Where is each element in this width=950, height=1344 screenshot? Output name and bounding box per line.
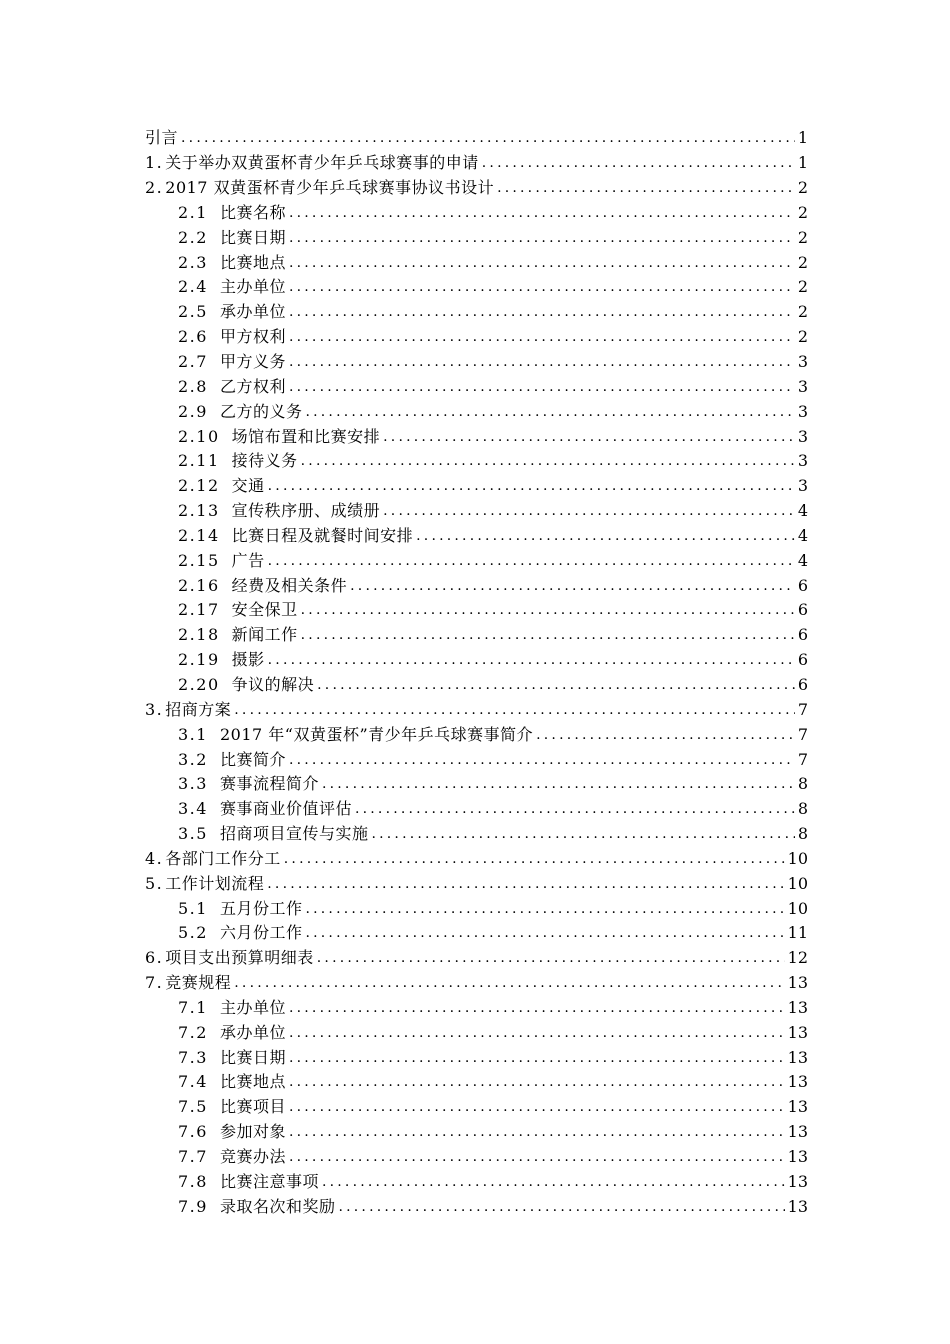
toc-entry-title: 广告 — [231, 550, 265, 570]
toc-entry-number: 6. — [145, 948, 164, 968]
toc-dot-leader — [383, 501, 795, 521]
toc-entry-text — [178, 228, 286, 248]
toc-entry-title: 比赛日期 — [219, 227, 286, 247]
toc-entry[interactable] — [145, 449, 808, 474]
toc-entry[interactable] — [145, 772, 808, 797]
toc-dot-leader — [317, 675, 795, 695]
toc-entry[interactable] — [145, 524, 808, 549]
toc-dot-leader — [289, 228, 795, 248]
toc-entry-number: 2.16 — [178, 575, 220, 595]
toc-entry-number: 2.1 — [178, 202, 208, 222]
toc-entry-title: 比赛地点 — [219, 252, 286, 272]
toc-entry-title: 比赛项目 — [219, 1097, 286, 1117]
toc-entry-number: 3. — [145, 699, 164, 719]
toc-dot-leader — [289, 1147, 785, 1167]
toc-entry[interactable] — [145, 1120, 808, 1145]
toc-page-number: 3 — [797, 352, 808, 372]
toc-entry-title: 项目支出预算明细表 — [165, 948, 314, 968]
toc-page-number: 13 — [787, 1072, 808, 1092]
toc-page-number: 6 — [797, 575, 808, 595]
toc-entry-title: 参加对象 — [219, 1122, 286, 1142]
toc-page-number: 1 — [797, 153, 808, 173]
toc-entry[interactable] — [145, 374, 808, 399]
toc-entry-number: 3.5 — [178, 824, 208, 844]
toc-entry-title: 比赛地点 — [219, 1072, 286, 1092]
toc-page-number: 13 — [787, 973, 808, 993]
toc-entry-text — [178, 923, 302, 943]
toc-entry-text — [178, 302, 286, 322]
toc-entry-title: 录取名次和奖励 — [219, 1196, 336, 1216]
toc-entry-title: 乙方权利 — [219, 376, 286, 396]
toc-page-number: 7 — [797, 749, 808, 769]
toc-page-number: 10 — [787, 898, 808, 918]
toc-entry[interactable] — [145, 573, 808, 598]
toc-entry[interactable] — [145, 151, 808, 176]
toc-entry-title: 宣传秩序册、成绩册 — [231, 501, 381, 521]
toc-entry-text — [178, 899, 302, 919]
toc-page-number: 3 — [797, 401, 808, 421]
toc-entry-title: 各部门工作分工 — [165, 848, 281, 868]
toc-entry[interactable] — [145, 1045, 808, 1070]
toc-entry-number: 7.5 — [178, 1097, 208, 1117]
toc-entry-text — [178, 750, 286, 770]
toc-entry-text — [178, 1122, 286, 1142]
toc-entry[interactable] — [145, 846, 808, 871]
toc-entry-number: 2.17 — [178, 600, 220, 620]
toc-dot-leader — [482, 153, 795, 173]
toc-entry[interactable] — [145, 350, 808, 375]
toc-entry[interactable] — [145, 1169, 808, 1194]
toc-entry[interactable] — [145, 722, 808, 747]
toc-entry-number: 7.8 — [178, 1171, 208, 1191]
toc-page-number: 3 — [797, 451, 808, 471]
toc-entry-title: 经费及相关条件 — [231, 575, 348, 595]
toc-entry-title: 安全保卫 — [231, 600, 298, 620]
toc-entry-text — [178, 501, 380, 521]
toc-page-number: 13 — [787, 1047, 808, 1067]
toc-entry-title: 比赛简介 — [219, 749, 286, 769]
toc-entry[interactable] — [145, 474, 808, 499]
toc-entry[interactable] — [145, 598, 808, 623]
toc-dot-leader — [181, 128, 795, 148]
toc-page-number: 2 — [797, 178, 808, 198]
toc-entry-text — [178, 625, 298, 645]
toc-dot-leader — [289, 750, 795, 770]
toc-entry-text — [178, 650, 265, 670]
toc-entry[interactable] — [145, 424, 808, 449]
toc-entry-text — [145, 874, 264, 894]
toc-entry-text — [178, 327, 286, 347]
toc-dot-leader — [268, 650, 795, 670]
toc-page-number: 2 — [797, 277, 808, 297]
toc-entry-number: 4. — [145, 848, 164, 868]
toc-entry[interactable] — [145, 275, 808, 300]
toc-entry-number: 3.1 — [178, 724, 208, 744]
toc-entry-text — [145, 948, 314, 968]
toc-entry-number: 1. — [145, 153, 164, 173]
toc-entry[interactable] — [145, 648, 808, 673]
toc-entry-text — [178, 1197, 335, 1217]
toc-entry-number: 2.14 — [178, 525, 220, 545]
toc-entry-number: 2.13 — [178, 501, 220, 521]
toc-entry[interactable] — [145, 1194, 808, 1219]
toc-page-number: 7 — [797, 699, 808, 719]
toc-entry[interactable] — [145, 896, 808, 921]
toc-dot-leader — [268, 551, 795, 571]
toc-entry[interactable] — [145, 300, 808, 325]
toc-page-number: 6 — [797, 625, 808, 645]
toc-dot-leader — [383, 427, 795, 447]
toc-dot-leader — [338, 1197, 784, 1217]
toc-entry-text — [178, 1172, 319, 1192]
toc-dot-leader — [305, 402, 794, 422]
toc-entry-title: 2017 年“双黄蛋杯”青少年乒乓球赛事简介 — [219, 724, 534, 744]
toc-entry-number: 2.10 — [178, 426, 220, 446]
toc-dot-leader — [289, 377, 795, 397]
toc-entry[interactable] — [145, 623, 808, 648]
toc-dot-leader — [289, 253, 795, 273]
toc-page-number: 1 — [797, 128, 808, 148]
toc-entry-text — [145, 973, 231, 993]
toc-entry-number: 7.2 — [178, 1022, 208, 1042]
toc-entry-text — [178, 774, 319, 794]
toc-entry-number: 7.9 — [178, 1196, 208, 1216]
toc-dot-leader — [289, 1122, 785, 1142]
toc-entry[interactable] — [145, 1070, 808, 1095]
toc-entry[interactable] — [145, 126, 808, 151]
toc-entry-text — [145, 700, 231, 720]
toc-dot-leader — [301, 600, 795, 620]
toc-page-number: 2 — [797, 327, 808, 347]
toc-entry-title: 争议的解决 — [231, 674, 315, 694]
toc-entry-number: 5.2 — [178, 923, 208, 943]
toc-dot-leader — [536, 725, 795, 745]
toc-entry[interactable] — [145, 548, 808, 573]
toc-entry-text — [178, 377, 286, 397]
toc-page-number: 3 — [797, 376, 808, 396]
toc-entry-title: 六月份工作 — [219, 923, 303, 943]
toc-dot-leader — [289, 327, 795, 347]
toc-entry[interactable] — [145, 697, 808, 722]
toc-entry-text — [178, 451, 298, 471]
toc-dot-leader — [284, 849, 785, 869]
toc-dot-leader — [234, 700, 795, 720]
toc-entry[interactable] — [145, 1145, 808, 1170]
toc-dot-leader — [267, 874, 784, 894]
toc-page-number: 13 — [787, 1196, 808, 1216]
toc-entry-title: 接待义务 — [231, 451, 298, 471]
toc-entry-number: 2.19 — [178, 650, 220, 670]
toc-entry-title: 比赛名称 — [219, 202, 286, 222]
toc-page-number: 13 — [787, 997, 808, 1017]
toc-entry-title: 关于举办双黄蛋杯青少年乒乓球赛事的申请 — [165, 153, 479, 173]
toc-entry-text — [178, 476, 265, 496]
toc-entry-number: 2.3 — [178, 252, 208, 272]
toc-dot-leader — [289, 352, 795, 372]
toc-page-number: 10 — [787, 873, 808, 893]
toc-entry[interactable] — [145, 946, 808, 971]
toc-entry-text — [178, 600, 298, 620]
toc-page-number: 8 — [797, 774, 808, 794]
toc-entry-title: 2017 双黄蛋杯青少年乒乓球赛事协议书设计 — [165, 178, 495, 198]
toc-entry-text — [178, 1023, 286, 1043]
toc-entry-text — [178, 725, 533, 745]
toc-entry-number: 2.15 — [178, 550, 220, 570]
toc-dot-leader — [305, 899, 784, 919]
toc-page-number: 6 — [797, 650, 808, 670]
toc-entry[interactable] — [145, 921, 808, 946]
toc-dot-leader — [350, 576, 795, 596]
toc-page-number: 2 — [797, 202, 808, 222]
toc-entry-number: 2.7 — [178, 352, 208, 372]
toc-entry[interactable] — [145, 673, 808, 698]
toc-entry[interactable] — [145, 250, 808, 275]
toc-entry[interactable] — [145, 797, 808, 822]
toc-dot-leader — [305, 923, 784, 943]
toc-page-number: 13 — [787, 1022, 808, 1042]
toc-entry-number: 7. — [145, 973, 164, 993]
toc-dot-leader — [416, 526, 795, 546]
table-of-contents — [145, 126, 808, 1219]
toc-entry-text — [145, 128, 178, 148]
toc-entry[interactable] — [145, 399, 808, 424]
toc-entry-text — [178, 824, 368, 844]
toc-entry-number: 2.18 — [178, 625, 220, 645]
toc-entry-text — [178, 203, 286, 223]
toc-entry-text — [178, 402, 302, 422]
toc-entry-title: 招商方案 — [165, 699, 232, 719]
toc-entry-text — [178, 998, 286, 1018]
toc-page-number: 2 — [797, 227, 808, 247]
toc-entry-text — [178, 352, 286, 372]
toc-entry-title: 引言 — [145, 128, 179, 148]
toc-entry-text — [178, 427, 380, 447]
toc-entry[interactable] — [145, 176, 808, 201]
toc-page-number: 13 — [787, 1122, 808, 1142]
toc-entry[interactable] — [145, 747, 808, 772]
toc-page-number: 8 — [797, 799, 808, 819]
toc-entry-number: 7.6 — [178, 1122, 208, 1142]
toc-entry-title: 比赛日程及就餐时间安排 — [231, 525, 414, 545]
toc-entry-title: 招商项目宣传与实施 — [219, 824, 369, 844]
toc-entry-title: 场馆布置和比赛安排 — [231, 426, 381, 446]
toc-page-number: 12 — [787, 948, 808, 968]
toc-entry-number: 2.11 — [178, 451, 220, 471]
toc-entry-text — [178, 253, 286, 273]
toc-entry-text — [145, 849, 281, 869]
toc-dot-leader — [322, 1172, 785, 1192]
toc-entry-number: 2.8 — [178, 376, 208, 396]
toc-page-number: 4 — [797, 550, 808, 570]
toc-entry[interactable] — [145, 1020, 808, 1045]
toc-entry[interactable] — [145, 996, 808, 1021]
toc-page-number: 13 — [787, 1097, 808, 1117]
toc-dot-leader — [268, 476, 795, 496]
toc-entry-number: 5.1 — [178, 898, 208, 918]
toc-page-number: 10 — [787, 848, 808, 868]
toc-entry-title: 竞赛规程 — [165, 973, 232, 993]
toc-page-number: 3 — [797, 426, 808, 446]
toc-entry-number: 7.3 — [178, 1047, 208, 1067]
toc-entry[interactable] — [145, 971, 808, 996]
toc-page-number: 7 — [797, 724, 808, 744]
toc-entry-title: 新闻工作 — [231, 625, 298, 645]
toc-entry-number: 3.2 — [178, 749, 208, 769]
toc-entry-title: 赛事商业价值评估 — [219, 799, 352, 819]
toc-entry-text — [178, 277, 286, 297]
toc-entry-title: 比赛日期 — [219, 1047, 286, 1067]
toc-page-number: 4 — [797, 525, 808, 545]
toc-entry-text — [145, 153, 479, 173]
toc-dot-leader — [301, 625, 795, 645]
toc-dot-leader — [371, 824, 794, 844]
toc-entry-text — [178, 526, 413, 546]
toc-entry-title: 承办单位 — [219, 302, 286, 322]
toc-page-number: 2 — [797, 252, 808, 272]
toc-dot-leader — [301, 451, 795, 471]
toc-dot-leader — [234, 973, 784, 993]
toc-entry-title: 五月份工作 — [219, 898, 303, 918]
toc-dot-leader — [289, 1072, 785, 1092]
toc-entry-title: 甲方义务 — [219, 352, 286, 372]
toc-entry-title: 主办单位 — [219, 997, 286, 1017]
toc-entry-number: 2.4 — [178, 277, 208, 297]
toc-entry[interactable] — [145, 201, 808, 226]
toc-entry-title: 甲方权利 — [219, 327, 286, 347]
toc-entry-number: 2.6 — [178, 327, 208, 347]
toc-entry-number: 2. — [145, 178, 164, 198]
toc-dot-leader — [355, 799, 795, 819]
toc-entry-text — [178, 1048, 286, 1068]
toc-entry-title: 比赛注意事项 — [219, 1171, 319, 1191]
toc-page-number: 13 — [787, 1171, 808, 1191]
toc-entry-number: 2.2 — [178, 227, 208, 247]
toc-entry-number: 3.4 — [178, 799, 208, 819]
toc-page-number: 4 — [797, 501, 808, 521]
toc-entry-title: 乙方的义务 — [219, 401, 303, 421]
toc-page-number: 3 — [797, 476, 808, 496]
toc-page-number: 8 — [797, 824, 808, 844]
toc-entry-number: 7.4 — [178, 1072, 208, 1092]
toc-entry-text — [178, 1072, 286, 1092]
toc-entry-number: 5. — [145, 873, 164, 893]
toc-entry-number: 2.12 — [178, 476, 220, 496]
toc-entry-text — [178, 1097, 286, 1117]
toc-entry-text — [178, 576, 347, 596]
toc-page-number: 2 — [797, 302, 808, 322]
toc-entry-title: 摄影 — [231, 650, 265, 670]
toc-entry-text — [178, 799, 352, 819]
toc-entry-title: 交通 — [231, 476, 265, 496]
toc-page-number: 6 — [797, 600, 808, 620]
toc-entry[interactable] — [145, 325, 808, 350]
toc-entry[interactable] — [145, 871, 808, 896]
toc-dot-leader — [289, 203, 795, 223]
toc-entry-title: 工作计划流程 — [165, 873, 265, 893]
toc-entry[interactable] — [145, 225, 808, 250]
toc-page-number: 13 — [787, 1147, 808, 1167]
toc-entry-text — [178, 675, 314, 695]
toc-dot-leader — [289, 998, 785, 1018]
toc-page-number: 11 — [787, 923, 808, 943]
toc-dot-leader — [289, 1023, 785, 1043]
toc-entry-number: 2.20 — [178, 674, 220, 694]
toc-entry-title: 承办单位 — [219, 1022, 286, 1042]
toc-entry-text — [145, 178, 494, 198]
toc-entry-number: 7.7 — [178, 1147, 208, 1167]
toc-dot-leader — [317, 948, 785, 968]
toc-entry-text — [178, 1147, 286, 1167]
toc-entry-title: 主办单位 — [219, 277, 286, 297]
toc-entry-number: 7.1 — [178, 997, 208, 1017]
toc-dot-leader — [289, 277, 795, 297]
toc-entry[interactable] — [145, 822, 808, 847]
toc-entry-number: 2.5 — [178, 302, 208, 322]
toc-entry-title: 竞赛办法 — [219, 1147, 286, 1167]
toc-entry[interactable] — [145, 1095, 808, 1120]
toc-dot-leader — [289, 1097, 785, 1117]
toc-entry-number: 3.3 — [178, 774, 208, 794]
toc-entry-number: 2.9 — [178, 401, 208, 421]
toc-entry-title: 赛事流程简介 — [219, 774, 319, 794]
toc-dot-leader — [289, 302, 795, 322]
toc-dot-leader — [497, 178, 795, 198]
toc-dot-leader — [322, 774, 795, 794]
toc-dot-leader — [289, 1048, 785, 1068]
toc-entry-text — [178, 551, 265, 571]
toc-page-number: 6 — [797, 674, 808, 694]
toc-entry[interactable] — [145, 499, 808, 524]
